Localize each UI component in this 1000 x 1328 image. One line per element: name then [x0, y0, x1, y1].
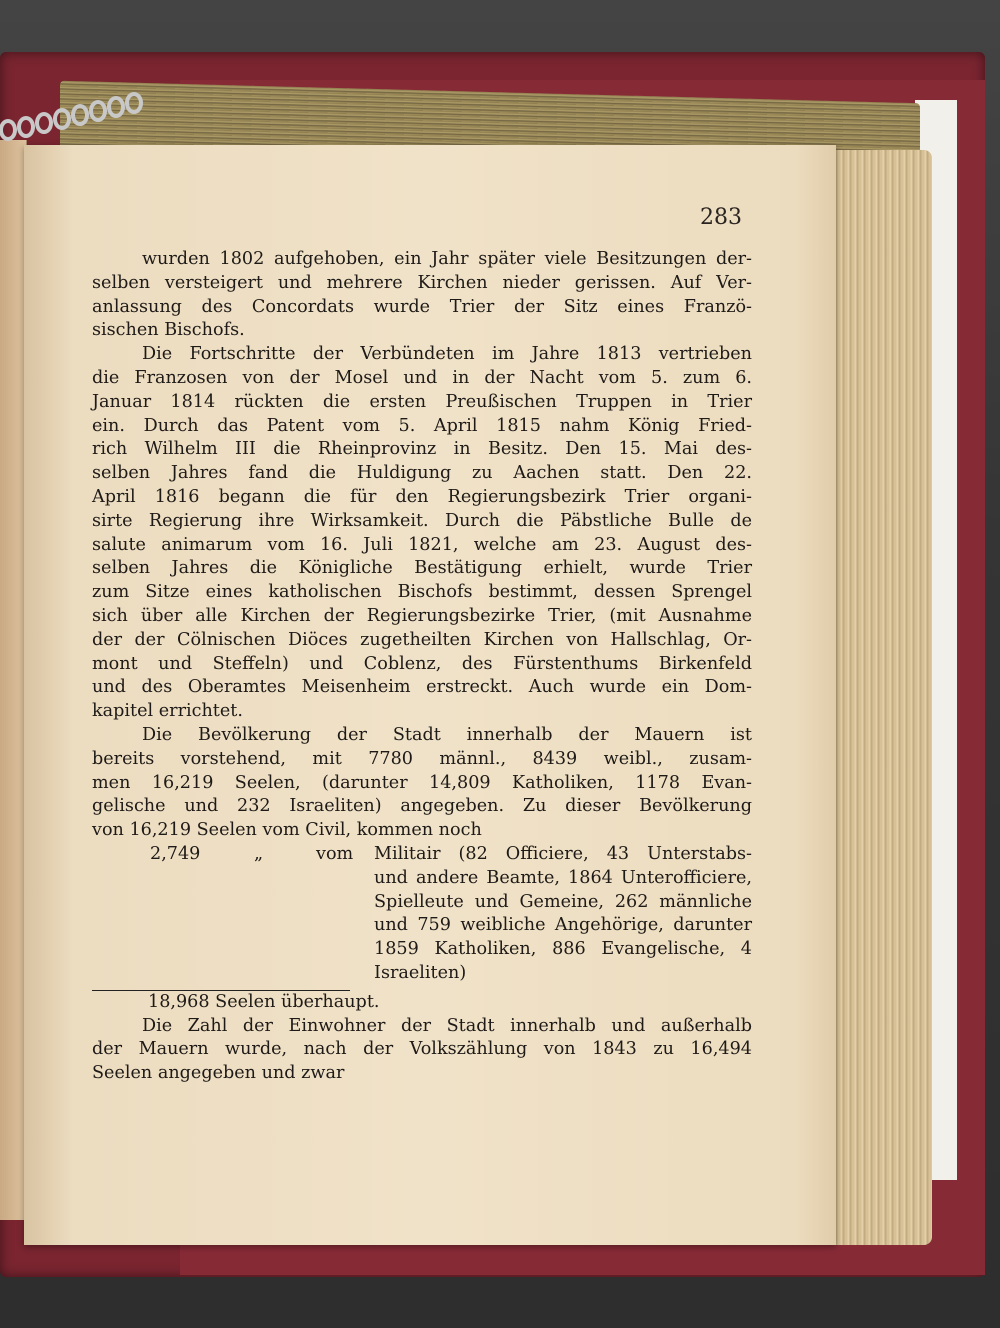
text-line: und 759 weibliche Angehörige, darunter: [374, 915, 752, 936]
text-line: kapitel errichtet.: [92, 701, 243, 722]
paragraph-final: [92, 1015, 752, 1086]
text-line: ein. Durch das Patent vom 5. April 1815 nahm König Fried-: [92, 415, 752, 436]
military-description: [374, 843, 752, 986]
page-block-right-edge: [832, 150, 932, 1245]
text-line: und andere Beamte, 1864 Unterofficiere,: [374, 867, 752, 888]
text-line: zum Sitze eines katholischen Bischofs bestimmt, dessen Sprengel: [92, 582, 752, 603]
military-count: 2,749: [150, 843, 201, 864]
paragraph-1: [92, 248, 752, 343]
text-line: wurden 1802 aufgehoben, ein Jahr später viele Besitzungen der-: [142, 249, 752, 269]
text-line: mont und Steffeln) und Coblenz, des Fürstenthums Birkenfeld: [92, 653, 752, 674]
text-line: sischen Bischofs.: [92, 320, 245, 341]
text-line: bereits vorstehend, mit 7780 männl., 8439 weibl., zusam-: [92, 748, 752, 769]
text-line: der Mauern wurde, nach der Volkszählung von 1843 zu 16,494: [92, 1039, 752, 1060]
text-line: rich Wilhelm III die Rheinprovinz in Besitz. Den 15. Mai des-: [92, 439, 752, 460]
page-number: 283: [700, 205, 742, 230]
left-page-edge: [0, 140, 27, 1220]
text-line: Die Bevölkerung der Stadt innerhalb der Mauern ist: [142, 724, 752, 745]
text-line: sirte Regierung ihre Wirksamkeit. Durch die Päbstliche Bulle de: [92, 510, 752, 531]
text-line: Die Zahl der Einwohner der Stadt innerhalb und außerhalb: [142, 1015, 752, 1036]
text-line: selben versteigert und mehrere Kirchen nieder gerissen. Auf Ver-: [92, 272, 752, 293]
text-line: April 1816 begann die für den Regierungsbezirk Trier organi-: [92, 486, 752, 507]
text-line: die Franzosen von der Mosel und in der Nacht vom 5. zum 6.: [92, 367, 752, 388]
military-entry: [92, 843, 752, 986]
paragraph-2: [92, 343, 752, 724]
total-line: 18,968 Seelen überhaupt.: [148, 991, 380, 1012]
text-line: Spielleute und Gemeine, 262 männliche: [374, 891, 752, 912]
text-line: Die Fortschritte der Verbündeten im Jahre 1813 vertrieben: [142, 344, 752, 365]
text-line: von 16,219 Seelen vom Civil, kommen noch: [92, 820, 482, 841]
text-line: salute animarum vom 16. Juli 1821, welche am 23. August des-: [92, 534, 752, 555]
text-line: und des Oberamtes Meisenheim erstreckt. Auch wurde ein Dom-: [92, 677, 752, 698]
ditto-mark: „: [254, 843, 264, 864]
text-line: 1859 Katholiken, 886 Evangelische, 4: [374, 939, 752, 960]
text-line: men 16,219 Seelen, (darunter 14,809 Katholiken, 1178 Evan-: [92, 772, 752, 793]
text-line: Seelen angegeben und zwar: [92, 1063, 345, 1084]
text-line: sich über alle Kirchen der Regierungsbezirke Trier, (mit Ausnahme: [92, 605, 752, 626]
text-line: Januar 1814 rückten die ersten Preußischen Truppen in Trier: [92, 391, 752, 412]
text-line: Militair (82 Officiere, 43 Unterstabs-: [374, 843, 752, 864]
text-line: gelische und 232 Israeliten) angegeben. Zu dieser Bevölkerung: [92, 796, 752, 817]
text-line: Israeliten): [374, 962, 467, 983]
spiral-binding-icon: [0, 88, 150, 148]
text-line: selben Jahres die Königliche Bestätigung erhielt, wurde Trier: [92, 558, 752, 579]
text-line: anlassung des Concordats wurde Trier der Sitz eines Franzö-: [92, 296, 752, 317]
paragraph-3: [92, 724, 752, 843]
page-text: [92, 248, 752, 1086]
text-line: der der Cölnischen Diöces zugetheilten Kirchen von Hallschlag, Or-: [92, 629, 752, 650]
text-line: selben Jahres fand die Huldigung zu Aachen statt. Den 22.: [92, 463, 752, 484]
military-from: vom: [316, 843, 354, 864]
